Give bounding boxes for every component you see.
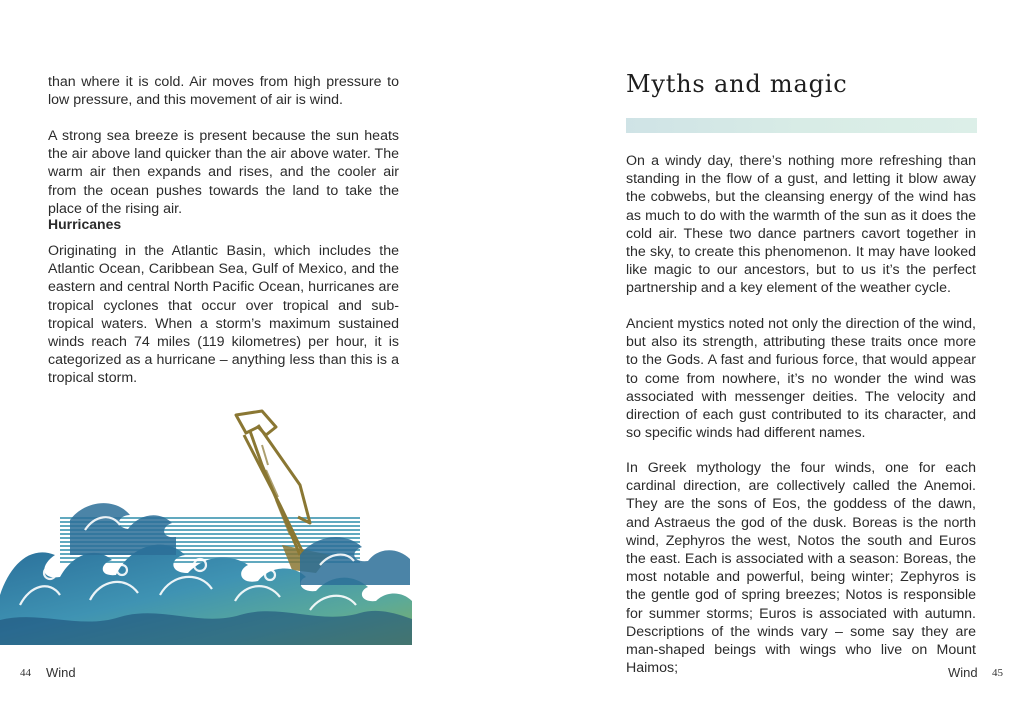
body-paragraph: Originating in the Atlantic Basin, which includes the Atlantic Ocean, Caribbean Sea, Gulf of Mexico, and the eastern and central North Pacific Ocean, hurricanes are tropical cyclones that occur over tropical and sub-tropical waters. When a storm’s maximum sustained winds reach 74 miles (119 kilometres) per hour, it is categorized as a hurricane – anything less than this is a tropical storm. (48, 243, 399, 387)
body-paragraph: than where it is cold. Air moves from high pressure to low pressure, and this movement of air is wind. (48, 74, 399, 109)
body-paragraph: On a windy day, there’s nothing more refreshing than standing in the flow of a gust, and letting it blow away the cobwebs, but the cleansing energy of the wind has as much to do with the warmth of the sun as it does the cold air. These two dance partners cavort together in the sky, to create this phenomenon. It may have looked like magic to our ancestors, but to us it’s the perfect partnership and a key element of the weather cycle. (626, 153, 976, 297)
section-heading: Hurricanes (48, 216, 122, 232)
page-number: 44 (20, 667, 31, 679)
title-decorative-band (626, 118, 977, 133)
running-footer: Wind (46, 665, 76, 680)
body-paragraph: A strong sea breeze is present because the sun heats the air above land quicker than the air above water. The warm air then expands and rises, and the cooler air from the ocean pushes towards the land to take the place of the rising air. (48, 128, 399, 217)
chapter-title: Myths and magic (626, 70, 848, 98)
right-page (512, 0, 1024, 702)
running-footer: Wind (948, 665, 978, 680)
page-number: 45 (992, 667, 1003, 679)
body-paragraph: Ancient mystics noted not only the direction of the wind, but also its strength, attributing these traits once more to the Gods. A fast and furious force, that would appear to come from nowhere, it’s no wonder the wind was associated with messenger deities. The velocity and direction of each gust contributed to its character, and so specific winds had different names. (626, 316, 976, 442)
body-paragraph: In Greek mythology the four winds, one for each cardinal direction, are collectively called the Anemoi. They are the sons of Eos, the goddess of the dawn, and Astraeus the god of the dusk. Boreas is the north wind, Zephyros the west, Notos the south and Euros the east. Each is associated with a season: Boreas, the most notable and powerful, being winter; Zephyros is the gentle god of spring breezes; Notos is responsible for summer storms; Euros is associated with autumn. Descriptions of the winds vary – some say they are man-shaped beings with wings who live on Mount Haimos; (626, 460, 976, 677)
sailboat-on-waves-illustration (0, 405, 420, 645)
